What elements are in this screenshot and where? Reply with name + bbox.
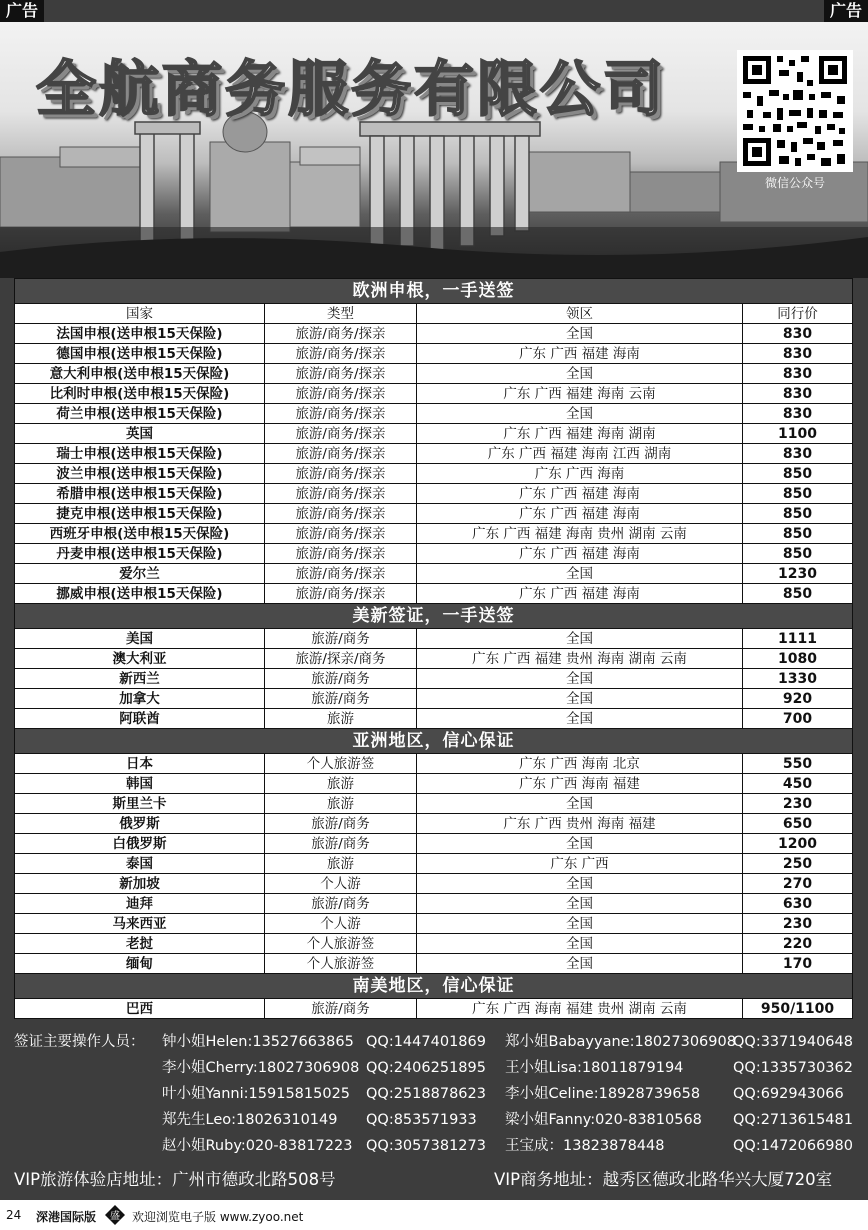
type-cell: 旅游 bbox=[265, 709, 417, 729]
type-cell: 旅游/商务/探亲 bbox=[265, 404, 417, 424]
country-cell: 老挝 bbox=[15, 934, 265, 954]
type-cell: 旅游 bbox=[265, 774, 417, 794]
contact-qq: QQ:1335730362 bbox=[733, 1060, 853, 1076]
country-cell: 荷兰申根(送申根15天保险) bbox=[15, 404, 265, 424]
section-header bbox=[15, 604, 853, 629]
table-row bbox=[15, 669, 853, 689]
contact-qq: QQ:1472066980 bbox=[733, 1138, 853, 1154]
country-cell: 比利时申根(送申根15天保险) bbox=[15, 384, 265, 404]
contact-person: 郑先生Leo:18026310149 bbox=[162, 1112, 338, 1128]
contact-qq: QQ:3371940648 bbox=[733, 1034, 853, 1050]
type-cell: 旅游/商务 bbox=[265, 894, 417, 914]
type-cell: 旅游/商务/探亲 bbox=[265, 344, 417, 364]
table-row bbox=[15, 424, 853, 444]
region-cell: 全国 bbox=[417, 709, 743, 729]
price-cell: 550 bbox=[743, 754, 853, 774]
region-cell: 全国 bbox=[417, 669, 743, 689]
table-row bbox=[15, 914, 853, 934]
price-cell: 700 bbox=[743, 709, 853, 729]
region-cell: 全国 bbox=[417, 954, 743, 974]
section-title: 美新签证，一手送签 bbox=[15, 604, 853, 629]
table-row bbox=[15, 954, 853, 974]
type-cell: 个人旅游签 bbox=[265, 954, 417, 974]
type-cell: 旅游/商务 bbox=[265, 669, 417, 689]
price-cell: 1111 bbox=[743, 629, 853, 649]
table-row bbox=[15, 834, 853, 854]
price-cell: 650 bbox=[743, 814, 853, 834]
contact-person: 王小姐Lisa:18011879194 bbox=[505, 1060, 684, 1076]
contact-person: 叶小姐Yanni:15915815025 bbox=[162, 1086, 351, 1102]
company-name: 全航商务服务有限公司 bbox=[36, 55, 666, 125]
type-cell: 旅游/商务 bbox=[265, 629, 417, 649]
type-cell: 旅游/商务/探亲 bbox=[265, 424, 417, 444]
country-cell: 巴西 bbox=[15, 999, 265, 1019]
type-cell: 旅游/商务 bbox=[265, 814, 417, 834]
address-right: VIP商务地址：越秀区德政北路华兴大厦720室 bbox=[494, 1170, 833, 1189]
type-cell: 旅游/商务 bbox=[265, 689, 417, 709]
price-cell: 220 bbox=[743, 934, 853, 954]
address-left: VIP旅游体验店地址：广州市德政北路508号 bbox=[14, 1170, 336, 1189]
visa-price-table bbox=[14, 278, 852, 1019]
country-cell: 挪威申根(送申根15天保险) bbox=[15, 584, 265, 604]
region-cell: 广东 广西 海南 福建 贵州 湖南 云南 bbox=[417, 999, 743, 1019]
table-row bbox=[15, 324, 853, 344]
region-cell: 广东 广西 海南 北京 bbox=[417, 754, 743, 774]
region-cell: 广东 广西 福建 海南 bbox=[417, 544, 743, 564]
contact-person: 李小姐Cherry:18027306908 bbox=[162, 1060, 360, 1076]
contacts-label: 签证主要操作人员： bbox=[14, 1034, 145, 1050]
price-cell: 630 bbox=[743, 894, 853, 914]
contact-person: 王宝成：13823878448 bbox=[505, 1138, 665, 1154]
region-cell: 全国 bbox=[417, 894, 743, 914]
qr-caption: 微信公众号 bbox=[764, 176, 825, 190]
price-cell: 1080 bbox=[743, 649, 853, 669]
contact-qq: QQ:2406251895 bbox=[366, 1060, 486, 1076]
table-row bbox=[15, 564, 853, 584]
svg-text:盛: 盛 bbox=[110, 1211, 120, 1222]
contact-qq: QQ:853571933 bbox=[366, 1112, 477, 1128]
region-cell: 广东 广西 福建 贵州 海南 湖南 云南 bbox=[417, 649, 743, 669]
section-title: 欧洲申根，一手送签 bbox=[15, 279, 853, 304]
type-cell: 旅游/商务/探亲 bbox=[265, 584, 417, 604]
country-cell: 斯里兰卡 bbox=[15, 794, 265, 814]
table-row bbox=[15, 934, 853, 954]
section-title: 亚洲地区，信心保证 bbox=[15, 729, 853, 754]
contact-person: 钟小姐Helen:13527663865 bbox=[162, 1034, 354, 1050]
country-cell: 日本 bbox=[15, 754, 265, 774]
price-cell: 830 bbox=[743, 364, 853, 384]
type-cell: 个人游 bbox=[265, 914, 417, 934]
region-cell: 全国 bbox=[417, 324, 743, 344]
region-cell: 全国 bbox=[417, 874, 743, 894]
table-row bbox=[15, 894, 853, 914]
table-row bbox=[15, 689, 853, 709]
section-header bbox=[15, 729, 853, 754]
table-row bbox=[15, 444, 853, 464]
region-cell: 广东 广西 福建 海南 bbox=[417, 344, 743, 364]
table-row bbox=[15, 999, 853, 1019]
contact-qq: QQ:2713615481 bbox=[733, 1112, 853, 1128]
type-cell: 旅游/商务/探亲 bbox=[265, 564, 417, 584]
page-footer bbox=[0, 1200, 868, 1230]
region-cell: 广东 广西 贵州 海南 福建 bbox=[417, 814, 743, 834]
table-row bbox=[15, 524, 853, 544]
banner bbox=[0, 22, 868, 278]
publisher-logo-icon bbox=[104, 1204, 126, 1226]
type-cell: 旅游/商务/探亲 bbox=[265, 364, 417, 384]
price-cell: 250 bbox=[743, 854, 853, 874]
type-cell: 旅游/商务/探亲 bbox=[265, 464, 417, 484]
price-cell: 850 bbox=[743, 464, 853, 484]
page-number: 24 bbox=[6, 1208, 22, 1222]
type-cell: 旅游/商务/探亲 bbox=[265, 524, 417, 544]
table-row bbox=[15, 364, 853, 384]
price-cell: 170 bbox=[743, 954, 853, 974]
price-cell: 1100 bbox=[743, 424, 853, 444]
region-cell: 广东 广西 福建 海南 云南 bbox=[417, 384, 743, 404]
region-cell: 全国 bbox=[417, 834, 743, 854]
contact-person: 郑小姐Babayyane:18027306908 bbox=[505, 1034, 736, 1050]
price-cell: 230 bbox=[743, 914, 853, 934]
section-title: 南美地区，信心保证 bbox=[15, 974, 853, 999]
contact-person: 赵小姐Ruby:020-83817223 bbox=[162, 1138, 353, 1154]
price-cell: 230 bbox=[743, 794, 853, 814]
column-header: 类型 bbox=[265, 304, 417, 324]
table-row bbox=[15, 794, 853, 814]
region-cell: 广东 广西 福建 海南 江西 湖南 bbox=[417, 444, 743, 464]
price-cell: 450 bbox=[743, 774, 853, 794]
price-cell: 850 bbox=[743, 584, 853, 604]
table-row bbox=[15, 404, 853, 424]
region-cell: 广东 广西 福建 海南 湖南 bbox=[417, 424, 743, 444]
ad-label-right: 广告 bbox=[824, 0, 868, 22]
region-cell: 全国 bbox=[417, 564, 743, 584]
country-cell: 法国申根(送申根15天保险) bbox=[15, 324, 265, 344]
price-cell: 830 bbox=[743, 444, 853, 464]
type-cell: 旅游/商务/探亲 bbox=[265, 324, 417, 344]
type-cell: 旅游/商务 bbox=[265, 834, 417, 854]
table-row bbox=[15, 629, 853, 649]
table-row bbox=[15, 754, 853, 774]
type-cell: 旅游/商务/探亲 bbox=[265, 484, 417, 504]
country-cell: 英国 bbox=[15, 424, 265, 444]
country-cell: 希腊申根(送申根15天保险) bbox=[15, 484, 265, 504]
type-cell: 旅游/商务/探亲 bbox=[265, 504, 417, 524]
price-cell: 1200 bbox=[743, 834, 853, 854]
contact-qq: QQ:1447401869 bbox=[366, 1034, 486, 1050]
footer-slogan: 欢迎浏览电子版 www.zyoo.net bbox=[132, 1210, 304, 1224]
country-cell: 丹麦申根(送申根15天保险) bbox=[15, 544, 265, 564]
section-header bbox=[15, 974, 853, 999]
type-cell: 个人游 bbox=[265, 874, 417, 894]
region-cell: 全国 bbox=[417, 689, 743, 709]
table-row bbox=[15, 814, 853, 834]
region-cell: 广东 广西 bbox=[417, 854, 743, 874]
country-cell: 缅甸 bbox=[15, 954, 265, 974]
price-cell: 850 bbox=[743, 544, 853, 564]
table-row bbox=[15, 854, 853, 874]
price-cell: 270 bbox=[743, 874, 853, 894]
region-cell: 广东 广西 福建 海南 bbox=[417, 584, 743, 604]
table-row bbox=[15, 464, 853, 484]
country-cell: 白俄罗斯 bbox=[15, 834, 265, 854]
country-cell: 新西兰 bbox=[15, 669, 265, 689]
type-cell: 个人旅游签 bbox=[265, 934, 417, 954]
table-row bbox=[15, 874, 853, 894]
country-cell: 新加坡 bbox=[15, 874, 265, 894]
country-cell: 泰国 bbox=[15, 854, 265, 874]
country-cell: 美国 bbox=[15, 629, 265, 649]
price-cell: 850 bbox=[743, 504, 853, 524]
table-row bbox=[15, 584, 853, 604]
price-cell: 1330 bbox=[743, 669, 853, 689]
country-cell: 瑞士申根(送申根15天保险) bbox=[15, 444, 265, 464]
region-cell: 全国 bbox=[417, 404, 743, 424]
table-row bbox=[15, 709, 853, 729]
table-row bbox=[15, 344, 853, 364]
table-row bbox=[15, 384, 853, 404]
country-cell: 捷克申根(送申根15天保险) bbox=[15, 504, 265, 524]
price-cell: 830 bbox=[743, 404, 853, 424]
region-cell: 广东 广西 福建 海南 bbox=[417, 504, 743, 524]
country-cell: 马来西亚 bbox=[15, 914, 265, 934]
price-cell: 950/1100 bbox=[743, 999, 853, 1019]
contact-person: 李小姐Celine:18928739658 bbox=[505, 1086, 701, 1102]
country-cell: 俄罗斯 bbox=[15, 814, 265, 834]
region-cell: 全国 bbox=[417, 794, 743, 814]
contact-qq: QQ:3057381273 bbox=[366, 1138, 486, 1154]
price-cell: 850 bbox=[743, 524, 853, 544]
type-cell: 旅游/商务/探亲 bbox=[265, 444, 417, 464]
price-cell: 920 bbox=[743, 689, 853, 709]
region-cell: 广东 广西 海南 bbox=[417, 464, 743, 484]
region-cell: 全国 bbox=[417, 364, 743, 384]
type-cell: 旅游/商务 bbox=[265, 999, 417, 1019]
region-cell: 全国 bbox=[417, 934, 743, 954]
country-cell: 德国申根(送申根15天保险) bbox=[15, 344, 265, 364]
type-cell: 个人旅游签 bbox=[265, 754, 417, 774]
country-cell: 波兰申根(送申根15天保险) bbox=[15, 464, 265, 484]
table-header-row bbox=[15, 304, 853, 324]
country-cell: 韩国 bbox=[15, 774, 265, 794]
country-cell: 迪拜 bbox=[15, 894, 265, 914]
country-cell: 阿联酋 bbox=[15, 709, 265, 729]
region-cell: 全国 bbox=[417, 629, 743, 649]
price-cell: 830 bbox=[743, 344, 853, 364]
type-cell: 旅游/探亲/商务 bbox=[265, 649, 417, 669]
country-cell: 西班牙申根(送申根15天保险) bbox=[15, 524, 265, 544]
contact-person: 梁小姐Fanny:020-83810568 bbox=[505, 1112, 702, 1128]
publication-name: 深港国际版 bbox=[36, 1210, 97, 1224]
column-header: 国家 bbox=[15, 304, 265, 324]
ad-label-left: 广告 bbox=[0, 0, 44, 22]
column-header: 同行价 bbox=[743, 304, 853, 324]
price-cell: 830 bbox=[743, 384, 853, 404]
qr-code-icon bbox=[737, 50, 853, 172]
contact-qq: QQ:2518878623 bbox=[366, 1086, 486, 1102]
price-cell: 1230 bbox=[743, 564, 853, 584]
region-cell: 广东 广西 福建 海南 贵州 湖南 云南 bbox=[417, 524, 743, 544]
country-cell: 澳大利亚 bbox=[15, 649, 265, 669]
table-row bbox=[15, 544, 853, 564]
region-cell: 广东 广西 福建 海南 bbox=[417, 484, 743, 504]
column-header: 领区 bbox=[417, 304, 743, 324]
type-cell: 旅游/商务/探亲 bbox=[265, 384, 417, 404]
price-cell: 850 bbox=[743, 484, 853, 504]
type-cell: 旅游 bbox=[265, 794, 417, 814]
section-header bbox=[15, 279, 853, 304]
country-cell: 意大利申根(送申根15天保险) bbox=[15, 364, 265, 384]
country-cell: 爱尔兰 bbox=[15, 564, 265, 584]
region-cell: 全国 bbox=[417, 914, 743, 934]
contact-qq: QQ:692943066 bbox=[733, 1086, 844, 1102]
table-row bbox=[15, 774, 853, 794]
region-cell: 广东 广西 海南 福建 bbox=[417, 774, 743, 794]
table-row bbox=[15, 649, 853, 669]
country-cell: 加拿大 bbox=[15, 689, 265, 709]
type-cell: 旅游/商务/探亲 bbox=[265, 544, 417, 564]
type-cell: 旅游 bbox=[265, 854, 417, 874]
table-row bbox=[15, 504, 853, 524]
table-row bbox=[15, 484, 853, 504]
price-cell: 830 bbox=[743, 324, 853, 344]
